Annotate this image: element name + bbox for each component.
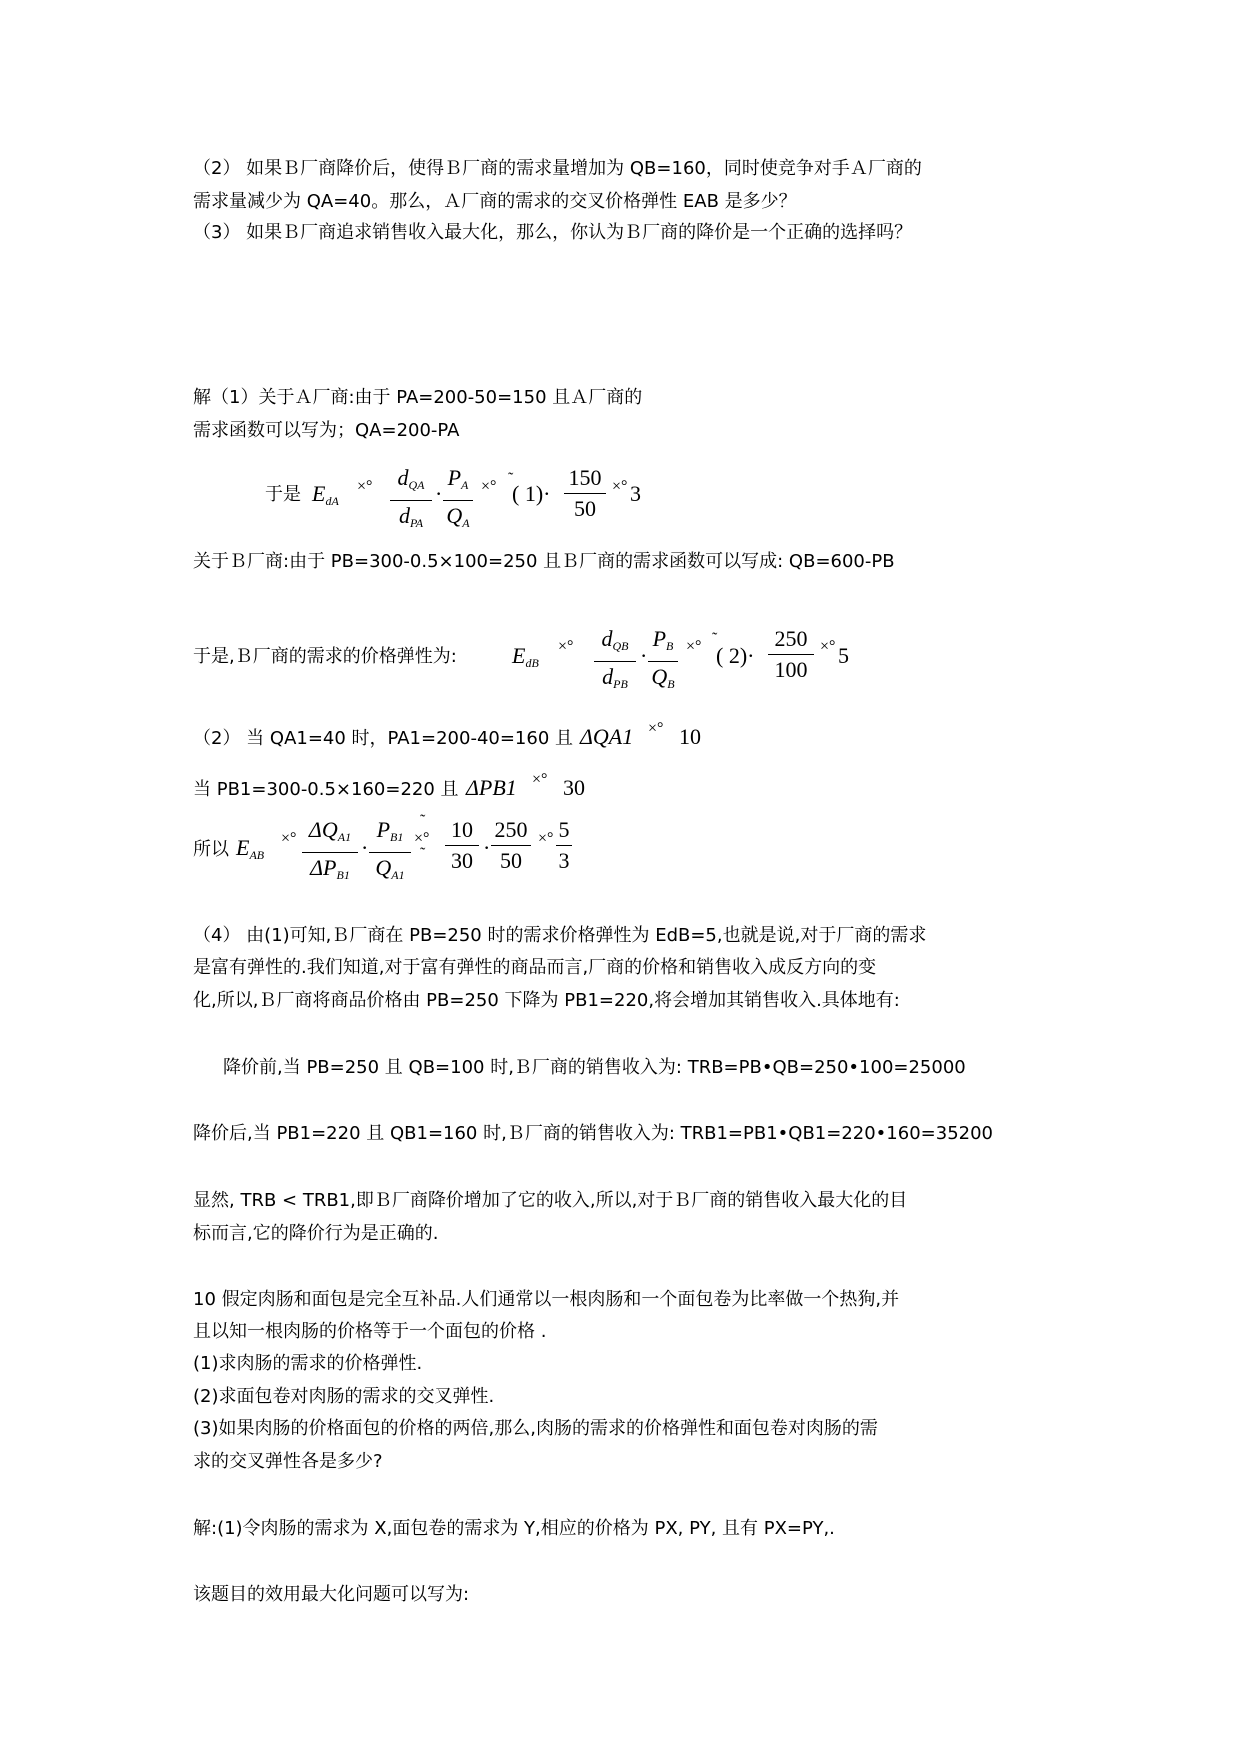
revenue-before-line: 降价前,当 PB=250 且 QB=100 时,Ｂ厂商的销售收入为: TRB=PB•QB=250•100=25000 [223,1057,966,1078]
solution-b-line: 关于Ｂ厂商:由于 PB=300-0.5×100=250 且Ｂ厂商的需求函数可以写成: QB=600-PB [193,551,895,572]
solution-4-line-2: 是富有弹性的.我们知道,对于富有弹性的商品而言,厂商的价格和销售收入成反方向的变 [193,957,877,978]
delta-fraction: $\Delta Q_{A1}$ $\Delta P_{B1}$ [302,818,358,887]
conclusion-line-1: 显然, TRB < TRB1,即Ｂ厂商降价增加了它的收入,所以,对于Ｂ厂商的销售收入最大化的目 [193,1190,908,1211]
result-value: 5 [838,643,849,668]
elasticity-symbol: $E_{dA}$ [312,481,339,508]
minus-sign: ˜ [420,845,426,862]
value-fraction: 10 30 [445,818,479,873]
equals-sign: ×° [558,638,574,655]
solution-10-line-1: 解:(1)令肉肠的需求为 X,面包卷的需求为 Y,相应的价格为 PX, PY, 且有 PX=PY,. [193,1518,835,1539]
multiply-dot: · [483,835,491,860]
question-2-line-1: （2） 如果Ｂ厂商降价后，使得Ｂ厂商的需求量增加为 QB=160，同时使竞争对手Ａ厂商的 [193,158,922,179]
multiply-dot: · [640,643,648,668]
value-fraction: 250 100 [768,627,814,682]
minus-sign: ˜ [712,630,718,647]
question-10-line-1: 10 假定肉肠和面包是完全互补品.人们通常以一根肉肠和一个面包卷为比率做一个热狗,并 [193,1289,900,1310]
equals-sign: ×° [648,720,664,737]
derivative-fraction: $d_{QB}$ $d_{PB}$ [594,627,636,696]
question-10-part-3-line-1: (3)如果肉肠的价格面包的价格的两倍,那么,肉肠的需求的价格弹性和面包卷对肉肠的需 [193,1418,878,1439]
value-fraction: 150 50 [564,466,606,521]
equals-sign: ×° [532,771,548,788]
question-3-line: （3） 如果Ｂ厂商追求销售收入最大化，那么，你认为Ｂ厂商的降价是一个正确的选择吗？ [193,222,913,243]
coefficient: ( 1)· [512,481,551,506]
elasticity-symbol: $E_{AB}$ [236,835,265,862]
minus-sign: ˜ [508,470,514,487]
solution-4-line-1: （4） 由(1)可知,Ｂ厂商在 PB=250 时的需求价格弹性为 EdB=5,也就是说,对于厂商的需求 [193,925,927,946]
equals-sign: ×° [612,478,628,495]
equation-prefix: 当 PB1=300-0.5×160=220 且 [193,779,459,800]
equation-prefix: 于是,Ｂ厂商的需求的价格弹性为: [193,646,457,667]
equation-prefix: （2） 当 QA1=40 时，PA1=200-40=160 且 [193,728,574,749]
ratio-fraction: $P_{B1}$ $Q_{A1}$ [369,818,411,887]
equals-sign: ×° [414,830,430,847]
solution-1-line-2: 需求函数可以写为；QA=200-PA [193,420,460,441]
multiply-dot: · [361,835,369,860]
multiply-dot: · [435,481,443,506]
delta-expression: ΔQA1 [580,724,634,749]
ratio-fraction: $P_B$ $Q_B$ [648,627,678,696]
equals-sign: ×° [481,478,497,495]
ratio-fraction: $P_A$ $Q_A$ [443,466,473,535]
equals-sign: ×° [538,830,554,847]
equation-prefix: 所以 [193,839,229,860]
value-fraction: 250 50 [491,818,531,873]
elasticity-symbol: $E_{dB}$ [512,643,539,670]
equals-sign: ×° [281,830,297,847]
equals-sign: ×° [820,638,836,655]
question-10-part-3-line-2: 求的交叉弹性各是多少? [193,1451,383,1472]
delta-value: 30 [563,775,585,800]
conclusion-line-2: 标而言,它的降价行为是正确的. [193,1223,439,1244]
result-value: 3 [630,481,641,506]
minus-sign: ˜ [420,812,426,829]
delta-expression: ΔPB1 [466,775,517,800]
equation-prefix: 于是 [265,484,301,505]
solution-10-line-2: 该题目的效用最大化问题可以写为: [193,1584,470,1605]
solution-1-line-1: 解（1）关于Ａ厂商:由于 PA=200-50=150 且Ａ厂商的 [193,387,643,408]
question-2-line-2: 需求量减少为 QA=40。那么，Ａ厂商的需求的交叉价格弹性 EAB 是多少？ [193,191,797,212]
question-10-part-2: (2)求面包卷对肉肠的需求的交叉弹性. [193,1386,495,1407]
coefficient: ( 2)· [716,643,755,668]
equals-sign: ×° [686,638,702,655]
solution-4-line-3: 化,所以,Ｂ厂商将商品价格由 PB=250 下降为 PB1=220,将会增加其销售收入.具体地有: [193,990,900,1011]
revenue-after-line: 降价后,当 PB1=220 且 QB1=160 时,Ｂ厂商的销售收入为: TRB1=PB1•QB1=220•160=35200 [193,1123,993,1144]
question-10-line-2: 且以知一根肉肠的价格等于一个面包的价格 . [193,1321,547,1342]
equals-sign: ×° [357,478,373,495]
derivative-fraction: $d_{QA}$ $d_{PA}$ [390,466,432,535]
delta-value: 10 [679,724,701,749]
result-fraction: 5 3 [556,818,572,873]
question-10-part-1: (1)求肉肠的需求的价格弹性. [193,1353,423,1374]
